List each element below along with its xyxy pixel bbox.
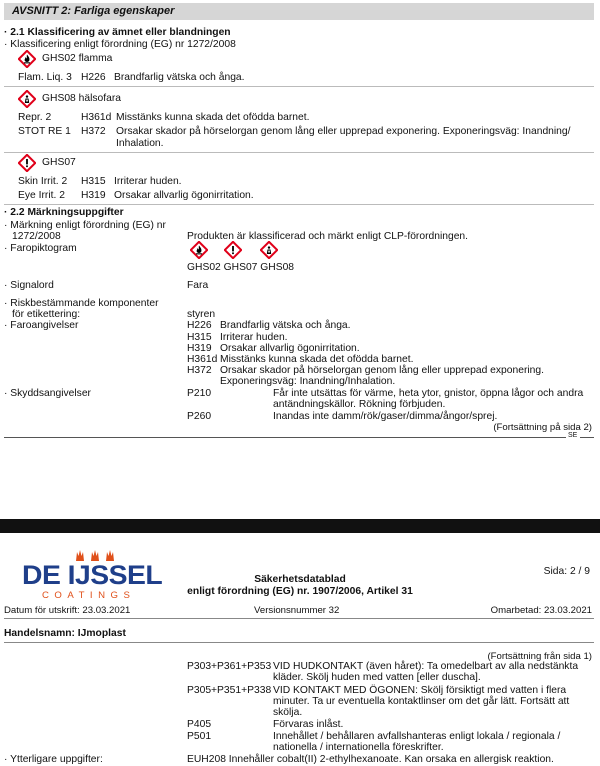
hazard-text-cell: Misstänks kunna skada det ofödda barnet. (116, 112, 310, 123)
pictogram-codes: GHS02 GHS07 GHS08 (187, 262, 295, 273)
health-hazard-pictogram-icon (260, 241, 278, 259)
hcode-cell: H372 (81, 126, 106, 137)
continued-note: (Fortsättning på sida 2) (493, 422, 592, 433)
hcode-cell: H226 (81, 72, 106, 83)
pictogram-label: · Faropiktogram (4, 243, 77, 254)
precaution-text: VID KONTAKT MED ÖGONEN: Skölj försiktigt med vatten i flera (273, 685, 567, 696)
marking-label: · Märkning enligt förordning (EG) nr (4, 220, 166, 231)
exclamation-pictogram-icon (224, 241, 242, 259)
health-hazard-pictogram-icon (18, 90, 36, 108)
version-number: Versionsnummer 32 (254, 605, 340, 616)
precaution-text: Får inte utsättas för värme, heta ytor, gnistor, öppna lågor och andra (273, 388, 584, 399)
divider (4, 152, 594, 153)
continued-from-note: (Fortsättning från sida 1) (487, 651, 592, 662)
divider (4, 86, 594, 87)
header-rule (4, 642, 594, 643)
hazard-text-cell: Irriterar huden. (114, 176, 182, 187)
footer-rule (4, 437, 566, 438)
page-number: Sida: 2 / 9 (543, 566, 590, 577)
revised-date: Omarbetad: 23.03.2021 (490, 605, 592, 616)
hazard-code: H315 (187, 332, 212, 343)
precaution-text: Inandas inte damm/rök/gaser/dimma/ångor/sprej. (273, 411, 498, 422)
precaution-text: VID HUDKONTAKT (även håret): Ta omedelbart av alla nedstänkta (273, 661, 579, 672)
doc-title: Säkerhetsdatablad (254, 574, 346, 585)
marking-value: Produkten är klassificerad och märkt enligt CLP-förordningen. (187, 231, 469, 242)
components-value: styren (187, 309, 216, 320)
precaution-code: P405 (187, 719, 212, 730)
marking-label-cont: 1272/2008 (12, 231, 61, 242)
hazard-code: H372 (187, 365, 212, 376)
class-cell: Flam. Liq. 3 (18, 72, 72, 83)
hcode-cell: H361d (81, 112, 112, 123)
s21-subheading: · Klassificering enligt förordning (EG) nr 1272/2008 (4, 39, 236, 50)
precaution-text: Förvaras inlåst. (273, 719, 344, 730)
precaution-text-cont: antändningskällor. Rökning förbjuden. (273, 399, 446, 410)
hcode-cell: H315 (81, 176, 106, 187)
divider (4, 204, 594, 205)
precaution-text-cont: nationella / internationella föreskrifter. (273, 742, 444, 753)
hazard-text: Misstänks kunna skada det ofödda barnet. (220, 354, 414, 365)
further-info-label: · Ytterligare uppgifter: (4, 754, 103, 765)
further-info-value: EUH208 Innehåller cobalt(II) 2-ethylhexanoate. Kan orsaka en allergisk reaktion. (187, 754, 554, 765)
precaution-text-cont: skölja. (273, 707, 303, 718)
class-cell: STOT RE 1 (18, 126, 71, 137)
exclamation-pictogram-icon (18, 154, 36, 172)
precaution-code: P210 (187, 388, 212, 399)
ghs07-label: GHS07 (42, 157, 76, 168)
precaution-text-cont: kläder. Skölj huden med vatten [eller duscha]. (273, 672, 481, 683)
trade-name: Handelsnamn: IJmoplast (4, 628, 126, 639)
language-code: SE (568, 432, 578, 439)
class-cell: Repr. 2 (18, 112, 52, 123)
signal-value: Fara (187, 280, 209, 291)
s21-heading: · 2.1 Klassificering av ämnet eller blandningen (4, 27, 231, 38)
precaution-code: P260 (187, 411, 212, 422)
hazard-label: · Faroangivelser (4, 320, 79, 331)
hazard-text: Orsakar skador på hörselorgan genom lång eller upprepad exponering. (220, 365, 544, 376)
hazard-text-cell: Orsakar skador på hörselorgan genom lång eller upprepad exponering. Exponeringsväg: Inandning/ (116, 126, 571, 137)
hcode-cell: H319 (81, 190, 106, 201)
hazard-text-cell: Orsakar allvarlig ögonirritation. (114, 190, 254, 201)
ghs08-label: GHS08 hälsofara (42, 93, 121, 104)
page-break (0, 519, 600, 533)
header-rule (4, 618, 594, 619)
precaution-code: P305+P351+P338 (187, 685, 272, 696)
precaution-text: Innehållet / behållaren avfallshanteras enligt lokala / regionala / (273, 731, 561, 742)
logo-subtitle: COATINGS (42, 590, 136, 601)
print-date: Datum för utskrift: 23.03.2021 (4, 605, 131, 616)
flame-pictogram-icon (190, 241, 208, 259)
hazard-text: Irriterar huden. (220, 332, 288, 343)
logo: DE IJSSEL (22, 560, 163, 590)
flame-pictogram-icon (18, 50, 36, 68)
hazard-code: H226 (187, 320, 212, 331)
hazard-text-cont: Exponeringsväg: Inandning/Inhalation. (220, 376, 396, 387)
precaution-text-cont: minuter. Ta ur eventuella kontaktlinser om det går lätt. Fortsätt att (273, 696, 570, 707)
precaution-label: · Skyddsangivelser (4, 388, 91, 399)
section-title: AVSNITT 2: Farliga egenskaper (12, 5, 175, 17)
signal-label: · Signalord (4, 280, 54, 291)
hazard-text-cell-cont: Inhalation. (116, 138, 164, 149)
class-cell: Eye Irrit. 2 (18, 190, 65, 201)
ghs02-label: GHS02 flamma (42, 53, 113, 64)
hazard-text: Brandfarlig vätska och ånga. (220, 320, 351, 331)
precaution-code: P501 (187, 731, 212, 742)
components-label: · Riskbestämmande komponenter (4, 298, 159, 309)
hazard-code: H361d (187, 354, 218, 365)
s22-heading: · 2.2 Märkningsuppgifter (4, 207, 124, 218)
class-cell: Skin Irrit. 2 (18, 176, 68, 187)
precaution-code: P303+P361+P353 (187, 661, 272, 672)
doc-subtitle: enligt förordning (EG) nr. 1907/2006, Artikel 31 (187, 586, 413, 597)
footer-rule (580, 437, 594, 438)
hazard-code: H319 (187, 343, 212, 354)
section-header (4, 3, 594, 20)
components-label-cont: för etikettering: (12, 309, 81, 320)
hazard-text-cell: Brandfarlig vätska och ånga. (114, 72, 245, 83)
hazard-text: Orsakar allvarlig ögonirritation. (220, 343, 360, 354)
